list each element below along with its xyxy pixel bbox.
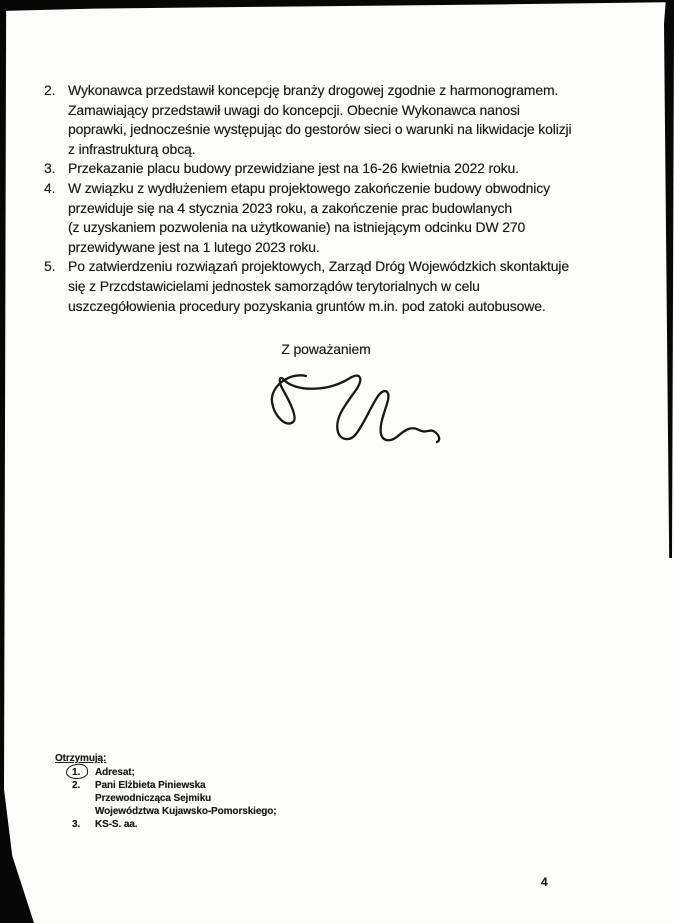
item-number: 4. (44, 179, 56, 196)
recipient-text (95, 766, 135, 779)
item-number: 2. (44, 82, 56, 98)
scan-edge-top (0, 0, 674, 12)
text-line: z infrastrukturą obcą. (68, 140, 196, 157)
scan-edge-right (664, 0, 674, 600)
item-text (68, 257, 650, 316)
handwritten-signature (238, 362, 468, 462)
text-line: przewiduje się na 4 stycznia 2023 roku, a zakończenie prac budowlanych (68, 199, 512, 216)
recipient-row-3 (55, 818, 277, 831)
hand-drawn-circle (65, 763, 88, 780)
text-line: się z Przcdstawicielami jednostek samorządów terytorialnych w celu (68, 277, 480, 294)
text-line: uszczegółowienia procedury pozyskania gruntów m.in. pod zatoki autobusowe. (68, 297, 546, 314)
signature-stroke (272, 375, 439, 442)
list-item-2 (44, 81, 650, 159)
recipient-number (55, 766, 95, 779)
list-item-5 (44, 257, 650, 316)
recipient-number-text: 2. (72, 780, 81, 791)
text-line: Pani Elżbieta Piniewska (95, 780, 206, 791)
item-text (68, 179, 650, 257)
text-line: (z uzyskaniem pozwolenia na użytkowanie) na istniejącym odcinku DW 270 (68, 219, 526, 236)
item-text (68, 159, 650, 179)
text-line: W związku z wydłużeniem etapu projektowego zakończenie budowy obwodnicy (68, 179, 550, 196)
recipient-number (55, 818, 95, 831)
text-line: Po zatwierdzeniu rozwiązań projektowych, Zarząd Dróg Wojewódzkich skontaktuje (68, 258, 569, 275)
recipients-block (55, 752, 277, 831)
recipient-row-2 (55, 779, 277, 818)
recipient-text (95, 818, 137, 831)
text-line: KS-S. aa. (95, 819, 138, 830)
text-line: Przekazanie placu budowy przewidziane jest na 16-26 kwietnia 2022 roku. (68, 160, 519, 177)
text-line: Przewodnicząca Sejmiku (95, 793, 212, 804)
item-text (68, 81, 650, 159)
scan-edge-bottom-left (0, 783, 34, 923)
closing-salutation: Z poważaniem (281, 341, 371, 357)
list-item-4 (44, 179, 650, 257)
letter-body (44, 81, 650, 316)
item-number: 3. (44, 160, 56, 177)
recipient-number (55, 779, 95, 818)
recipient-text (95, 779, 277, 818)
page-number: 4 (541, 875, 548, 889)
text-line: Zamawiający przedstawił uwagi do koncepcji. Obecnie Wykonawca nanosi (68, 101, 520, 118)
list-item-3 (44, 159, 650, 179)
item-number: 5. (44, 258, 56, 275)
text-line: Adresat; (95, 767, 135, 778)
recipient-number-text: 3. (72, 819, 81, 830)
text-line: Wykonawca przedstawił koncepcję branży drogowej zgodnie z harmonogramem. (68, 82, 559, 98)
text-line: Województwa Kujawsko-Pomorskiego; (95, 806, 277, 817)
recipient-number-text: 1. (72, 767, 81, 778)
text-line: przewidywane jest na 1 lutego 2023 roku. (68, 238, 320, 255)
recipient-row-1 (55, 766, 277, 779)
recipients-heading: Otrzymują: (55, 753, 107, 764)
text-line: poprawki, jednocześnie występując do gestorów sieci o warunki na likwidacje kolizji (68, 121, 572, 138)
